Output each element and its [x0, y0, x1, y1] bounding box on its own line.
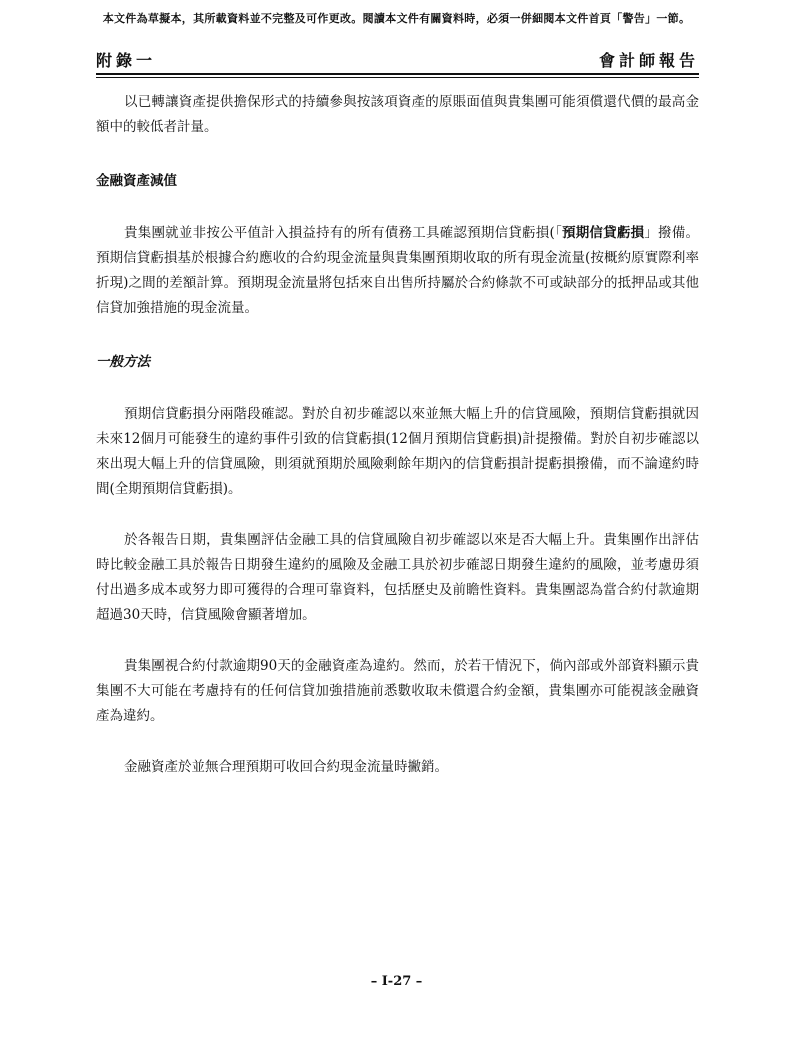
paragraph-default: 貴集團視合約付款逾期90天的金融資產為違約。然而，於若干情況下，倘內部或外部資料顯示貴集團不大可能在考慮持有的任何信貸加強措施前悉數收取未償還合約金額，貴集團亦可能視該金融資產為違約。: [96, 658, 699, 724]
paragraph-ecl-part-b: 」撥備。預期信貸虧損基於根據合約應收的合約現金流量與貴集團預期收取的所有現金流量(按概約原實際利率折現)之間的差額計算。預期現金流量將包括來自出售所持屬於合約條款不可或缺部分的抵押品或其他信貸加強措施的現金流量。: [96, 225, 700, 316]
appendix-label: 附錄一: [96, 50, 157, 70]
header-rule-thick: [96, 73, 699, 75]
paragraph-continuing-involvement: 以已轉讓資產提供擔保形式的持續參與按該項資產的原賬面值與貴集團可能須償還代價的最高金額中的較低者計量。: [96, 94, 699, 135]
paragraph-assessment: 於各報告日期，貴集團評估金融工具的信貸風險自初步確認以來是否大幅上升。貴集團作出評估時比較金融工具於報告日期發生違約的風險及金融工具於初步確認日期發生違約的風險，並考慮毋須付出過多成本或努力即可獲得的合理可靠資料，包括歷史及前瞻性資料。貴集團認為當合約付款逾期超過30天時，信貸風險會顯著增加。: [96, 532, 699, 623]
page-header: [96, 48, 699, 70]
report-title: 會計師報告: [598, 50, 699, 70]
section-heading-impairment: 金融資產減值: [96, 173, 177, 189]
header-rule-thin: [96, 77, 699, 78]
paragraph-ecl-definition: [96, 221, 699, 321]
paragraph-write-off: 金融資產於並無合理預期可收回合約現金流量時撇銷。: [124, 759, 448, 775]
document-body: [96, 90, 699, 780]
paragraph-ecl-part-a: 貴集團就並非按公平值計入損益持有的所有債務工具確認預期信貸虧損(「: [124, 225, 562, 241]
paragraph-two-stage: 預期信貸虧損分兩階段確認。對於自初步確認以來並無大幅上升的信貸風險，預期信貸虧損就因未來12個月可能發生的違約事件引致的信貸虧損(12個月預期信貸虧損)計提撥備。對於自初步確認以來出現大幅上升的信貸風險，則須就預期於風險剩餘年期內的信貸虧損計提虧損撥備，而不論違約時間(全期預期信貸虧損)。: [96, 406, 699, 497]
defined-term-ecl: 預期信貸虧損: [561, 225, 645, 241]
draft-warning-banner: 本文件為草擬本，其所載資料並不完整及可作更改。閱讀本文件有關資料時，必須一併細閱本文件首頁「警告」一節。: [102, 12, 691, 25]
section-heading-general-approach: 一般方法: [96, 354, 150, 370]
page-number: – I-27 –: [370, 974, 423, 989]
